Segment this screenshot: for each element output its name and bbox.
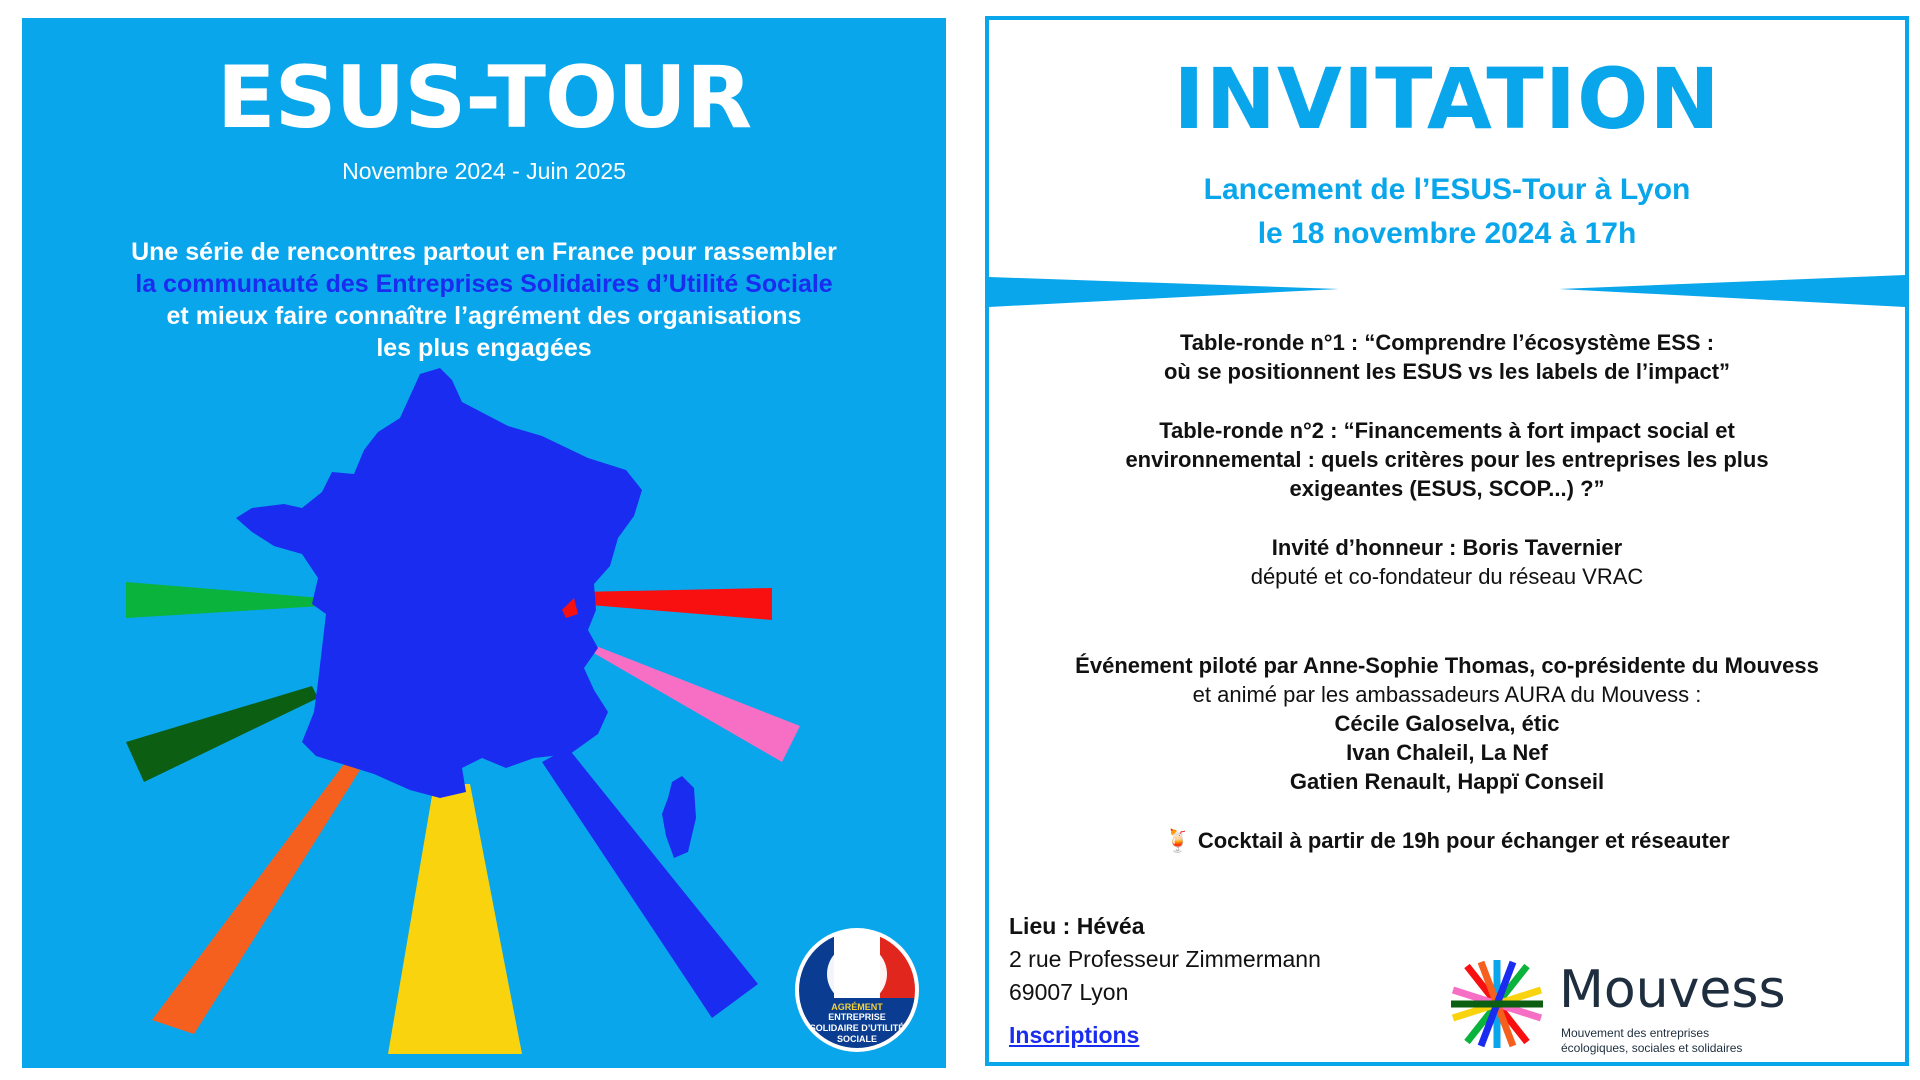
table-ronde-1-line: où se positionnent les ESUS vs les labels de l’impact” [1163,359,1731,384]
badge-label: AGRÉMENT [831,1002,883,1012]
event-dates: Novembre 2024 - Juin 2025 [342,158,626,184]
venue-info [1009,910,1321,1052]
divider-right-wedge [1559,275,1905,307]
cocktail-text: Cocktail à partir de 19h pour échanger et réseauter [1197,828,1730,853]
subtitle-line: le 18 novembre 2024 à 17h [1257,217,1637,250]
table-ronde-2-line: Table-ronde n°2 : “Financements à fort impact social et [1159,418,1735,443]
guest-description: député et co-fondateur du réseau VRAC [1250,564,1644,589]
invitation-content [1009,328,1885,855]
event-hosts-intro: et animé par les ambassadeurs AURA du Mouvess : [1192,682,1702,707]
corsica [662,776,696,858]
ambassador: Cécile Galoselva, étic [1334,711,1560,736]
description-line: Une série de rencontres partout en France pour rassembler [131,238,837,266]
description-line: les plus engagées [376,334,592,362]
venue-city: 69007 Lyon [1009,979,1129,1005]
ray-red [578,588,772,620]
venue-title: Lieu : Hévéa [1009,913,1145,939]
event-title: ESUS-TOUR [216,48,752,148]
ray-yellow [388,784,522,1054]
invitation-title: INVITATION [1173,50,1721,148]
subtitle-line: Lancement de l’ESUS-Tour à Lyon [1203,173,1691,206]
tagline-line: écologiques, sociales et solidaires [1561,1041,1743,1055]
torn-divider [989,257,1905,317]
description-line-highlight: la communauté des Entreprises Solidaires d’Utilité Sociale [135,270,833,298]
tagline-line: Mouvement des entreprises [1561,1026,1710,1040]
table-ronde-1-line: Table-ronde n°1 : “Comprendre l’écosystème ESS : [1179,330,1715,355]
cocktail-icon: 🍹 [1164,828,1192,853]
mouvess-logo-icon [1447,954,1547,1054]
event-description [62,236,906,364]
esus-tour-panel [22,18,946,1068]
france-mainland [236,368,642,798]
event-pilot: Événement piloté par Anne-Sophie Thomas, co-présidente du Mouvess [1075,653,1819,678]
table-ronde-2-line: exigeantes (ESUS, SCOP...) ?” [1289,476,1605,501]
ambassador: Gatien Renault, Happï Conseil [1289,769,1605,794]
inscriptions-link[interactable]: Inscriptions [1009,1022,1140,1048]
ambassador: Ivan Chaleil, La Nef [1346,740,1548,765]
badge-band [799,998,915,1048]
cocktail-line [1009,826,1885,855]
ray-orange [152,764,360,1034]
marianne-icon [827,944,887,1004]
invitation-subtitle [989,168,1905,256]
table-ronde-2-line: environnemental : quels critères pour les entreprises les plus [1125,447,1769,472]
ray-pink [592,646,800,762]
ray-blue [542,748,758,1018]
venue-address: 2 rue Professeur Zimmermann [1009,946,1321,972]
mouvess-logo-tagline [1561,1026,1791,1056]
ray-green [126,582,322,618]
invitation-panel [985,16,1909,1066]
mouvess-logo-name: Mouvess [1559,960,1786,1020]
esus-agrement-badge [795,928,919,1052]
badge-text: ENTREPRISE SOLIDAIRE D’UTILITÉ SOCIALE [809,1012,905,1044]
ray-dark-green [126,686,318,782]
badge-flag [799,932,915,1048]
description-line: et mieux faire connaître l’agrément des organisations [166,302,802,330]
divider-left-wedge [989,277,1339,307]
guest-of-honor: Invité d’honneur : Boris Tavernier [1271,535,1623,560]
